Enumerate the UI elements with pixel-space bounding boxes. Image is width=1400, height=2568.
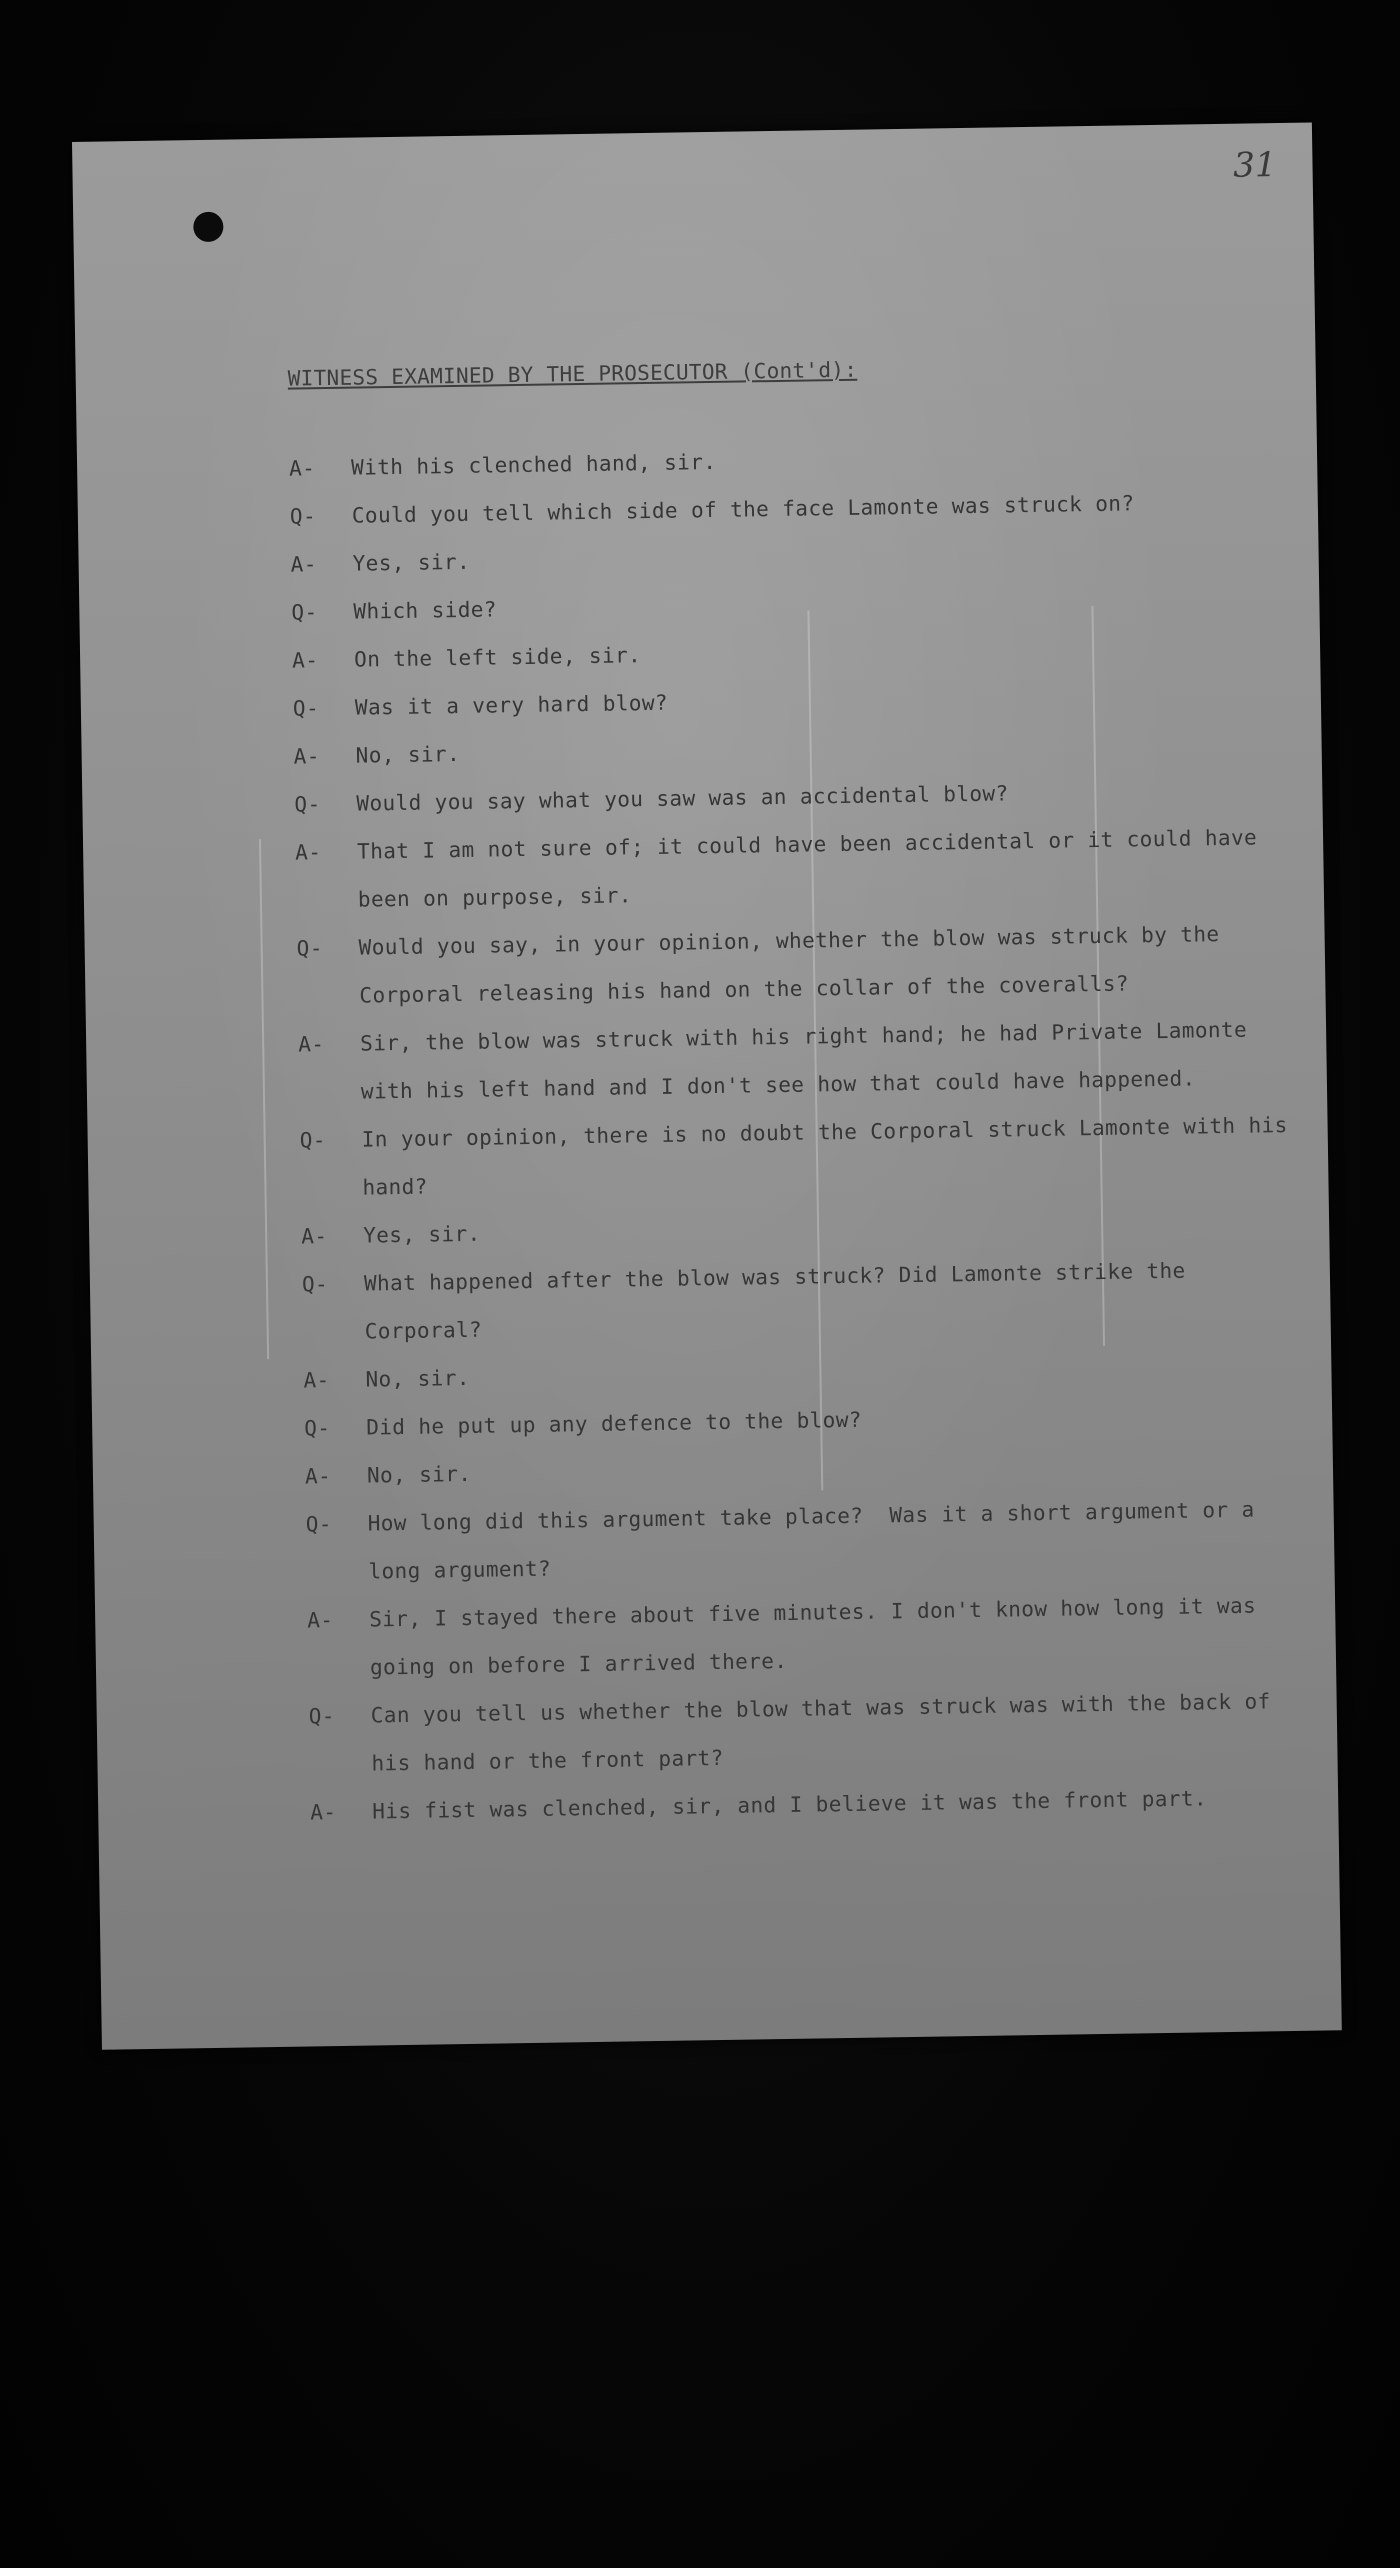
document-page bbox=[72, 123, 1342, 2050]
question-entry bbox=[302, 1245, 1303, 1357]
entry-text: What happened after the blow was struck? Did Lamonte strike the Corporal? bbox=[363, 1258, 1199, 1344]
answer-entry bbox=[298, 1005, 1299, 1117]
entry-tag: Q- bbox=[305, 1512, 333, 1537]
entry-tag: A- bbox=[288, 456, 316, 481]
question-entry bbox=[305, 1485, 1306, 1597]
entry-tag: Q- bbox=[292, 696, 320, 721]
entry-tag: Q- bbox=[289, 504, 317, 529]
entry-tag: A- bbox=[304, 1464, 332, 1489]
entry-tag: Q- bbox=[301, 1272, 329, 1297]
entry-tag: A- bbox=[290, 552, 317, 577]
paper-crease bbox=[259, 839, 269, 1359]
entry-text: Did he put up any defence to the blow? bbox=[366, 1407, 862, 1440]
entry-tag: Q- bbox=[308, 1704, 336, 1729]
entry-text: Would you say what you saw was an accidental blow? bbox=[356, 781, 1009, 816]
question-entry bbox=[296, 909, 1297, 1021]
punch-hole bbox=[193, 212, 223, 242]
answer-entry bbox=[295, 813, 1296, 925]
transcript-body bbox=[289, 429, 1311, 1837]
question-entry bbox=[299, 1101, 1300, 1213]
entry-text: No, sir. bbox=[365, 1365, 471, 1392]
entry-text: His fist was clenched, sir, and I believe it was the front part. bbox=[372, 1786, 1208, 1824]
entry-text: Which side? bbox=[353, 597, 498, 624]
entry-text: In your opinion, there is no doubt the Corporal struck Lamonte with his hand? bbox=[361, 1112, 1301, 1200]
answer-entry bbox=[307, 1581, 1308, 1693]
entry-text: Sir, the blow was struck with his right hand; he had Private Lamonte with his left hand and I don't see how that could have happened. bbox=[360, 1017, 1261, 1104]
entry-text: How long did this argument take place? Was it a short argument or a long argument? bbox=[367, 1497, 1268, 1584]
entry-tag: Q- bbox=[291, 600, 318, 625]
entry-text: Can you tell us whether the blow that was struck was with the back of his hand or the front part? bbox=[370, 1689, 1284, 1776]
entry-text: Yes, sir. bbox=[352, 549, 471, 576]
entry-text: Sir, I stayed there about five minutes. I don't know how long it was going on before I arrived there. bbox=[369, 1593, 1270, 1680]
entry-text: No, sir. bbox=[355, 741, 461, 768]
folio-number: 31 bbox=[1232, 145, 1277, 186]
entry-text: On the left side, sir. bbox=[353, 643, 642, 672]
entry-text: Was it a very hard blow? bbox=[354, 690, 669, 720]
section-heading: WITNESS EXAMINED BY THE PROSECUTOR (Cont'd): bbox=[287, 357, 858, 391]
entry-tag: A- bbox=[298, 1032, 325, 1057]
entry-tag: Q- bbox=[299, 1128, 326, 1153]
entry-tag: A- bbox=[307, 1608, 334, 1633]
entry-tag: Q- bbox=[304, 1416, 331, 1441]
entry-tag: A- bbox=[291, 648, 319, 673]
entry-tag: Q- bbox=[296, 936, 323, 961]
entry-tag: A- bbox=[293, 744, 320, 769]
entry-text: Yes, sir. bbox=[363, 1221, 481, 1248]
entry-text: Could you tell which side of the face Lamonte was struck on? bbox=[351, 491, 1135, 528]
entry-text: With his clenched hand, sir. bbox=[350, 449, 717, 480]
entry-tag: A- bbox=[295, 840, 322, 865]
entry-text: No, sir. bbox=[366, 1461, 472, 1488]
question-entry bbox=[308, 1677, 1309, 1789]
entry-tag: A- bbox=[310, 1800, 337, 1825]
entry-tag: Q- bbox=[294, 792, 321, 817]
entry-tag: A- bbox=[303, 1368, 330, 1393]
entry-text: Would you say, in your opinion, whether the blow was struck by the Corporal releasing his hand on the collar of the coveralls? bbox=[358, 921, 1233, 1008]
entry-tag: A- bbox=[301, 1224, 328, 1249]
entry-text: That I am not sure of; it could have been accidental or it could have been on purpose, sir. bbox=[356, 825, 1271, 912]
